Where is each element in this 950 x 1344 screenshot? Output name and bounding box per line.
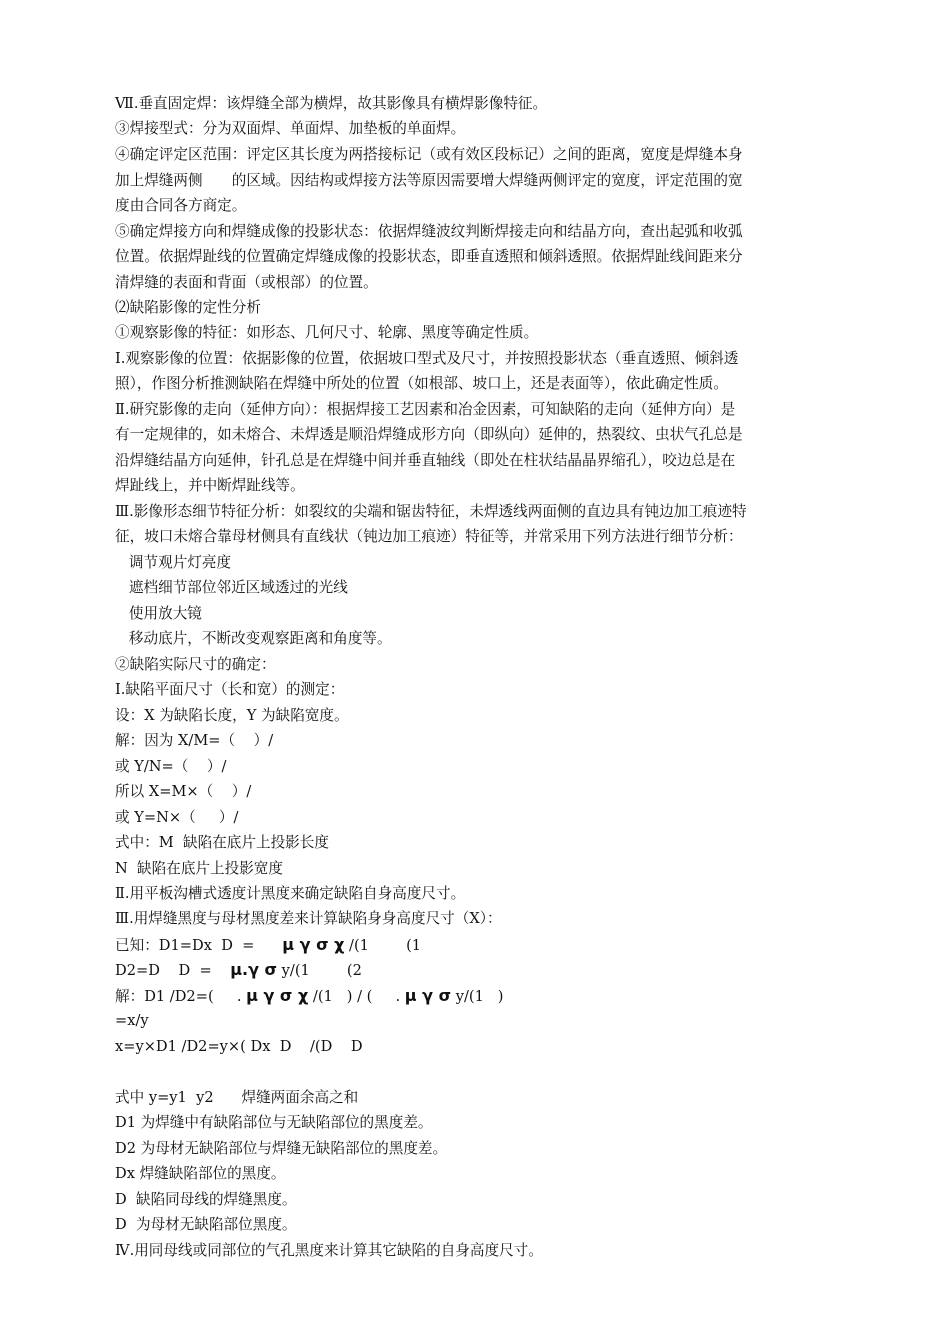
text-line: Ⅲ.用焊缝黑度与母材黑度差来计算缺陷身身高度尺寸（X）：: [115, 910, 502, 927]
formula-text: /(1 ) / ( .: [308, 988, 405, 1005]
formula-line: 解：因为 X/M=（ ）/: [115, 732, 274, 749]
text-line: D1 为焊缝中有缺陷部位与无缺陷部位的黑度差。: [115, 1114, 433, 1131]
text-line: D 缺陷同母线的焊缝黑度。: [115, 1191, 297, 1208]
text-line: N 缺陷在底片上投影宽度: [115, 860, 283, 877]
formula-text: D2=D D =: [115, 962, 231, 979]
text-line: 度由合同各方商定。: [115, 197, 247, 214]
text-line: 式中 y=y1 y2 焊缝两面余高之和: [115, 1089, 359, 1106]
text-line: Ⅱ.用平板沟槽式透度计黑度来确定缺陷自身高度尺寸。: [115, 885, 466, 902]
text-line: 式中：M 缺陷在底片上投影长度: [115, 834, 329, 851]
formula-line: [115, 960, 362, 981]
text-line: ①观察影像的特征：如形态、几何尺寸、轮廓、黑度等确定性质。: [115, 324, 539, 341]
text-line: D2 为母材无缺陷部位与焊缝无缺陷部位的黑度差。: [115, 1140, 448, 1157]
text-line: Ⅱ.研究影像的走向（延伸方向）：根据焊接工艺因素和冶金因素，可知缺陷的走向（延伸方向）是: [115, 401, 736, 418]
text-line: 有一定规律的，如未熔合、未焊透是顺沿焊缝成形方向（即纵向）延伸的，热裂纹、虫状气孔总是: [115, 426, 743, 443]
text-line: 清焊缝的表面和背面（或根部）的位置。: [115, 274, 378, 291]
text-line: Ⅳ.用同母线或同部位的气孔黑度来计算其它缺陷的自身高度尺寸。: [115, 1242, 543, 1259]
text-line: 焊趾线上，并中断焊趾线等。: [115, 477, 305, 494]
formula-symbols: μ γ σ χ: [282, 935, 345, 954]
text-line: ⑤确定焊接方向和焊缝成像的投影状态：依据焊缝波纹判断焊接走向和结晶方向，查出起弧和收弧: [115, 223, 743, 240]
section-heading: ⑵缺陷影像的定性分析: [115, 299, 261, 316]
formula-text: /(1 (1: [344, 937, 422, 954]
formula-text: 解：D1 /D2=( .: [115, 988, 247, 1005]
text-line: Ⅶ.垂直固定焊：该焊缝全部为横焊，故其影像具有横焊影像特征。: [115, 95, 548, 112]
text-line: 位置。依据焊趾线的位置确定焊缝成像的投影状态，即垂直透照和倾斜透照。依据焊趾线间距来分: [115, 248, 743, 265]
text-line: ②缺陷实际尺寸的确定：: [115, 656, 276, 673]
formula-line: 所以 X=M×（ ）/: [115, 783, 252, 800]
formula-symbols: μ.γ σ: [230, 960, 278, 979]
text-line: ③焊接型式：分为双面焊、单面焊、加垫板的单面焊。: [115, 120, 466, 137]
text-line: ④确定评定区范围：评定区其长度为两搭接标记（或有效区段标记）之间的距离，宽度是焊缝本身: [115, 146, 743, 163]
text-line: 设：X 为缺陷长度，Y 为缺陷宽度。: [115, 707, 349, 724]
text-line: Ⅲ.影像形态细节特征分析：如裂纹的尖端和锯齿特征，未焊透线两面侧的直边具有钝边加工痕迹特: [115, 503, 747, 520]
formula-text: 已知：D1=Dx D =: [115, 937, 283, 954]
text-line: Dx 焊缝缺陷部位的黑度。: [115, 1165, 286, 1182]
text-line: 沿焊缝结晶方向延伸，针孔总是在焊缝中间并垂直轴线（即处在柱状结晶晶界缩孔），咬边总是在: [115, 452, 736, 469]
text-line: Ⅰ.缺陷平面尺寸（长和宽）的测定：: [115, 681, 345, 698]
list-item: 调节观片灯亮度: [115, 554, 232, 571]
text-line: 照），作图分析推测缺陷在焊缝中所处的位置（如根部、坡口上，还是表面等），依此确定性质。: [115, 375, 728, 392]
text-line: D 为母材无缺陷部位黑度。: [115, 1216, 297, 1233]
list-item: 使用放大镜: [115, 605, 202, 622]
list-item: 遮档细节部位邻近区域透过的光线: [115, 579, 348, 596]
formula-text: y/(1 ): [451, 988, 504, 1005]
formula-symbols: μ γ σ χ: [246, 986, 309, 1005]
formula-line: =x/y: [115, 1012, 149, 1029]
formula-line: [115, 935, 421, 956]
text-line: 加上焊缝两侧 的区域。因结构或焊接方法等原因需要增大焊缝两侧评定的宽度，评定范围的宽: [115, 172, 743, 189]
formula-line: x=y×D1 /D2=y×( Dx D /(D D: [115, 1038, 363, 1055]
text-line: 征，坡口未熔合靠母材侧具有直线状（钝边加工痕迹）特征等，并常采用下列方法进行细节分析：: [115, 528, 743, 545]
formula-line: 或 Y=N×（ ）/: [115, 809, 239, 826]
list-item: 移动底片，不断改变观察距离和角度等。: [115, 630, 392, 647]
text-line: Ⅰ.观察影像的位置：依据影像的位置，依据坡口型式及尺寸，并按照投影状态（垂直透照、倾斜透: [115, 350, 739, 367]
formula-symbols: μ γ σ: [404, 986, 452, 1005]
formula-text: y/(1 (2: [277, 962, 362, 979]
formula-line: 或 Y/N=（ ）/: [115, 758, 227, 775]
formula-line: [115, 986, 503, 1007]
